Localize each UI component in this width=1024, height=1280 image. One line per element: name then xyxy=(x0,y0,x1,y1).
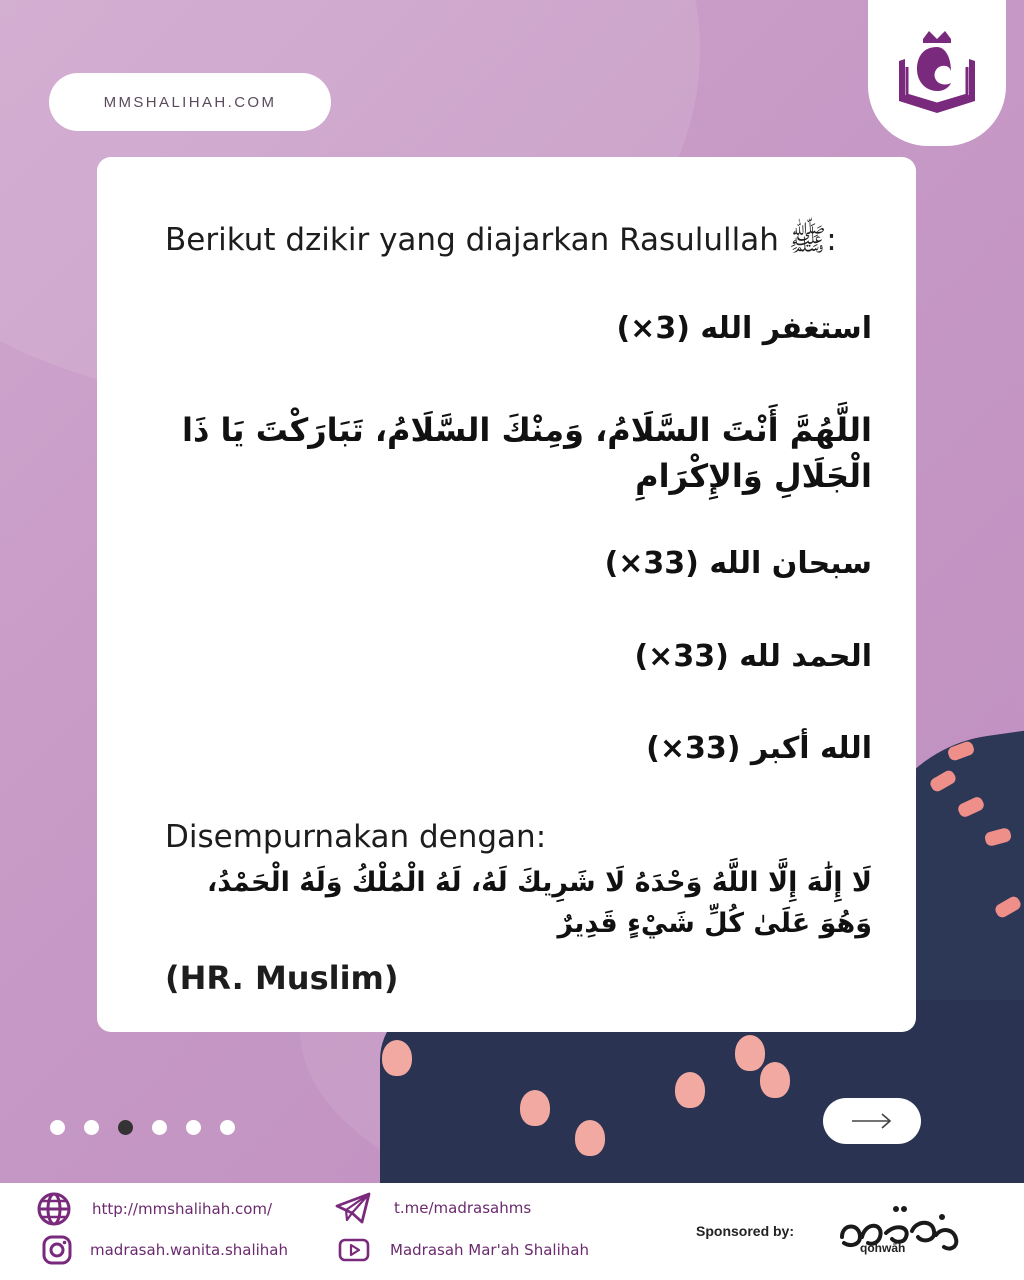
closing-label: Disempurnakan dengan: xyxy=(165,819,547,855)
footer-telegram-label: t.me/madrasahms xyxy=(394,1199,532,1217)
footer-website[interactable] xyxy=(36,1191,272,1227)
madrasah-book-crown-logo-icon xyxy=(885,25,989,121)
footer-bar xyxy=(0,1183,1024,1280)
footer-website-label: http://mmshalihah.com/ xyxy=(92,1200,273,1218)
pagination-dot-active[interactable] xyxy=(118,1120,133,1135)
dzikir-takbir: الله أكبر (33×) xyxy=(646,731,872,766)
flower-bud xyxy=(735,1035,765,1071)
pagination-dot[interactable] xyxy=(50,1120,65,1135)
sponsor-label: Sponsored by: xyxy=(696,1223,795,1239)
flower-bud xyxy=(575,1120,605,1156)
flower-bud xyxy=(760,1062,790,1098)
next-slide-button[interactable] xyxy=(823,1098,921,1144)
dzikir-card xyxy=(97,157,916,1032)
site-url-pill[interactable] xyxy=(49,73,331,131)
instagram-icon xyxy=(42,1235,72,1265)
footer-telegram[interactable] xyxy=(334,1191,531,1225)
flower-bud xyxy=(382,1040,412,1076)
dzikir-istighfar: استغفر الله (3×) xyxy=(616,311,872,346)
footer-instagram-label: madrasah.wanita.shalihah xyxy=(90,1241,288,1259)
intro-text: Berikut dzikir yang diajarkan Rasulullah ﷺ: xyxy=(165,222,837,258)
pagination-dot[interactable] xyxy=(220,1120,235,1135)
pagination-dot[interactable] xyxy=(84,1120,99,1135)
dzikir-tahmid: الحمد لله (33×) xyxy=(634,639,872,674)
youtube-icon xyxy=(338,1237,370,1263)
hadith-source: (HR. Muslim) xyxy=(165,959,399,997)
paper-plane-icon xyxy=(334,1191,372,1225)
dzikir-tahlil: لَا إِلَٰهَ إِلَّا اللَّهُ وَحْدَهُ لَا شَرِيكَ لَهُ، لَهُ الْمُلْكُ وَلَهُ الْحَمْدُ، وَهُوَ عَلَىٰ كُلِّ شَيْءٍ قَدِيرٌ xyxy=(207,867,872,939)
pagination-dots xyxy=(50,1120,235,1135)
footer-youtube-label: Madrasah Mar'ah Shalihah xyxy=(390,1241,589,1259)
qohwah-logo-icon xyxy=(836,1197,966,1267)
pagination-dot[interactable] xyxy=(186,1120,201,1135)
logo-tab xyxy=(868,0,1006,146)
footer-youtube[interactable] xyxy=(338,1237,589,1263)
globe-icon xyxy=(36,1191,72,1227)
flower-bud xyxy=(520,1090,550,1126)
flower-bud xyxy=(675,1072,705,1108)
arrow-right-icon xyxy=(850,1111,894,1131)
footer-instagram[interactable] xyxy=(42,1235,288,1265)
dzikir-allahumma-antas-salam: اللَّهُمَّ أَنْتَ السَّلَامُ، وَمِنْكَ السَّلَامُ، تَبَارَكْتَ يَا ذَا الْجَلَالِ وَالإِكْرَامِ xyxy=(182,411,872,496)
dzikir-tasbih: سبحان الله (33×) xyxy=(604,546,872,581)
site-url-label: MMSHALIHAH.COM xyxy=(103,93,277,111)
sponsor-brand-name: qohwāh xyxy=(860,1241,906,1255)
pagination-dot[interactable] xyxy=(152,1120,167,1135)
